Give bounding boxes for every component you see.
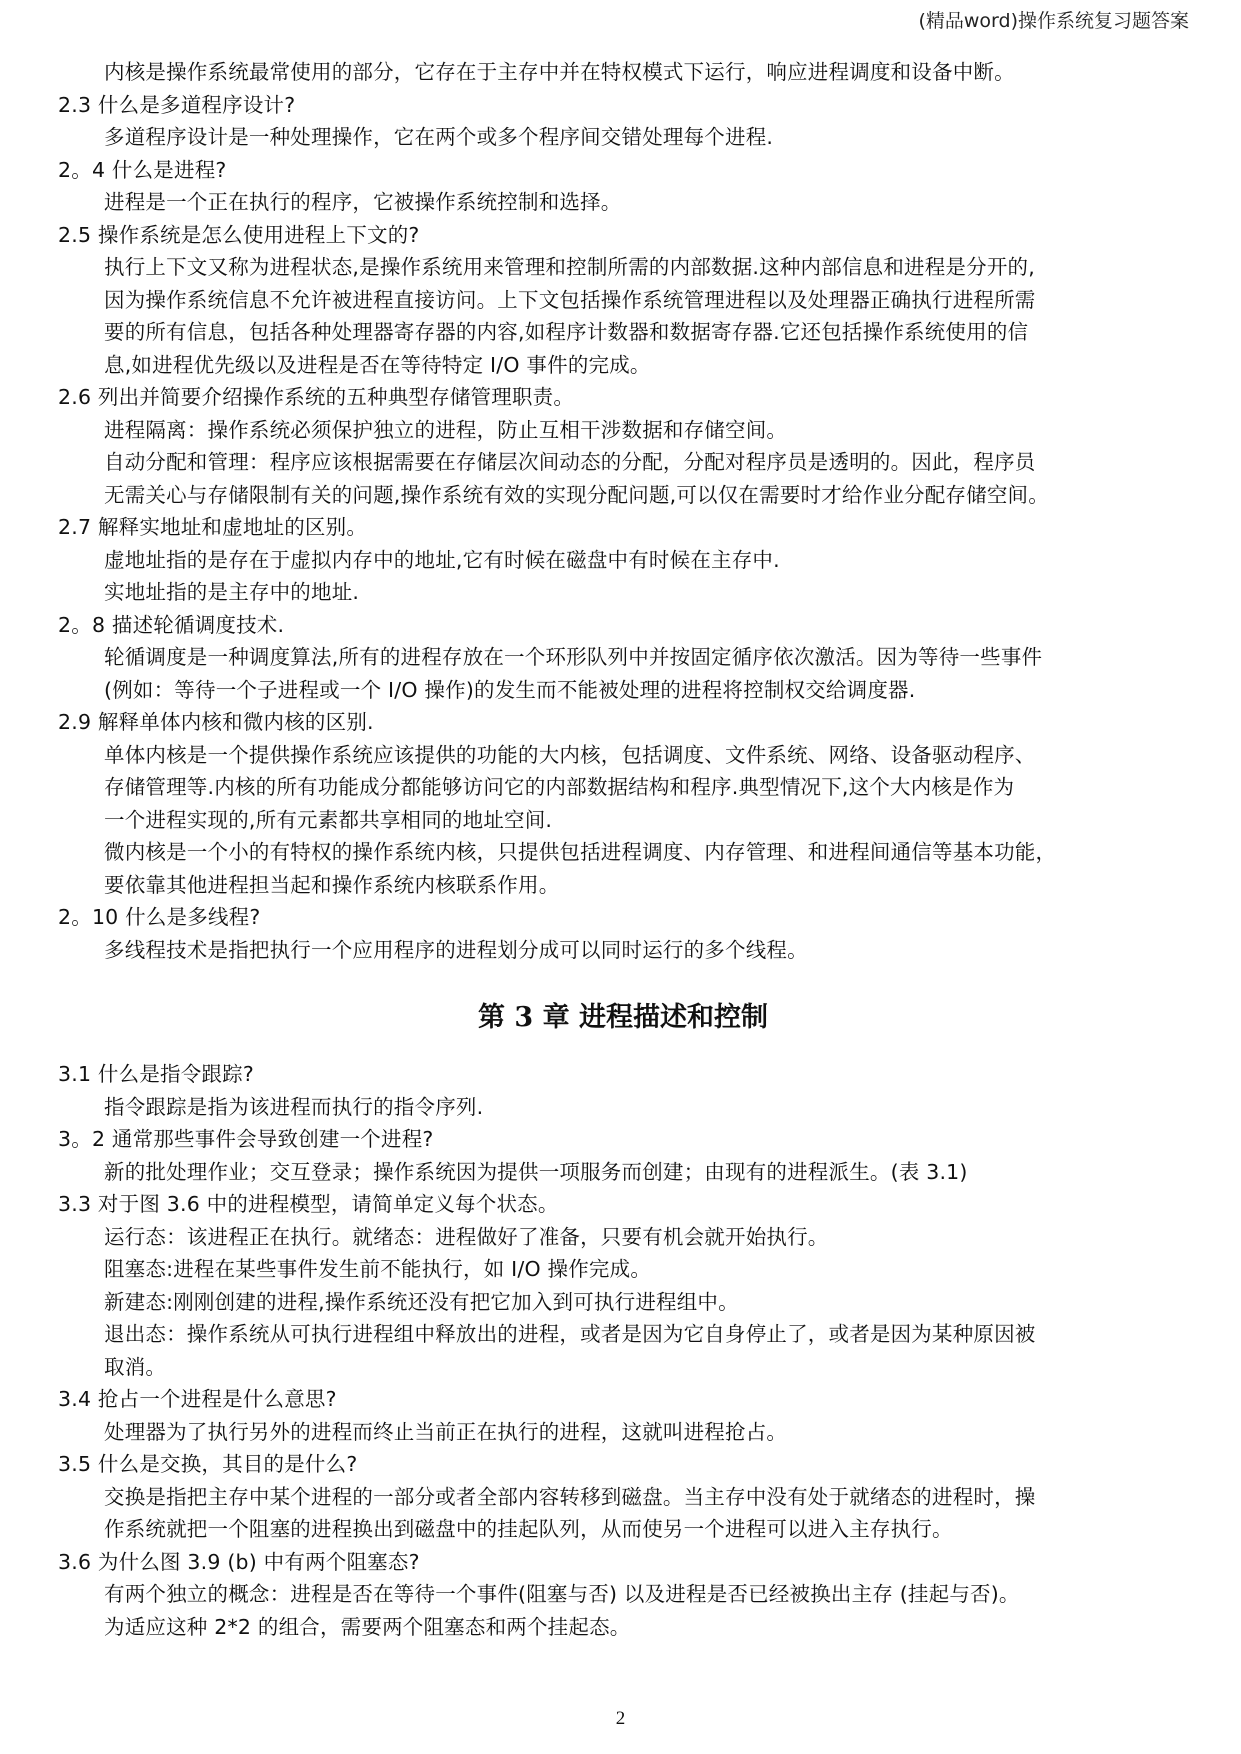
question-line: 3.3 对于图 3.6 中的进程模型，请简单定义每个状态。: [58, 1192, 559, 1216]
answer-line: 交换是指把主存中某个进程的一部分或者全部内容转移到磁盘。当主存中没有处于就绪态的进程时，操: [104, 1484, 1036, 1509]
question-line: 2。8 描述轮循调度技术.: [58, 612, 285, 637]
answer-line: 作系统就把一个阻塞的进程换出到磁盘中的挂起队列，从而使另一个进程可以进入主存执行。: [104, 1517, 953, 1541]
answer-line: 有两个独立的概念：进程是否在等待一个事件(阻塞与否) 以及进程是否已经被换出主存 (挂起与否)。: [104, 1582, 1020, 1606]
answer-line: 取消。: [104, 1354, 167, 1379]
question-line: 2.5 操作系统是怎么使用进程上下文的?: [58, 222, 420, 247]
question-line: 3.1 什么是指令跟踪?: [58, 1062, 254, 1086]
page-header: (精品word)操作系统复习题答案: [918, 10, 1189, 32]
answer-line: 新建态:刚刚创建的进程,操作系统还没有把它加入到可执行进程组中。: [104, 1289, 739, 1314]
chapter-title: 第 3 章 进程描述和控制: [478, 1002, 768, 1033]
question-line: 3。2 通常那些事件会导致创建一个进程?: [58, 1127, 434, 1151]
question-line: 3.6 为什么图 3.9 (b) 中有两个阻塞态?: [58, 1549, 420, 1574]
question-line: 3.5 什么是交换，其目的是什么?: [58, 1452, 358, 1476]
answer-line: 退出态：操作系统从可执行进程组中释放出的进程，或者是因为它自身停止了，或者是因为某种原因被: [104, 1322, 1036, 1346]
answer-line: 无需关心与存储限制有关的问题,操作系统有效的实现分配问题,可以仅在需要时才给作业分配存储空间。: [104, 482, 1049, 507]
answer-line: 要依靠其他进程担当起和操作系统内核联系作用。: [104, 872, 560, 897]
answer-line: 多线程技术是指把执行一个应用程序的进程划分成可以同时运行的多个线程。: [104, 937, 808, 962]
document-body: [58, 56, 1188, 1643]
answer-line: 息,如进程优先级以及进程是否在等待特定 I/O 事件的完成。: [104, 352, 651, 377]
answer-line: 多道程序设计是一种处理操作，它在两个或多个程序间交错处理每个进程.: [104, 125, 774, 149]
question-line: 3.4 抢占一个进程是什么意思?: [58, 1387, 337, 1411]
question-line: 2。10 什么是多线程?: [58, 905, 261, 929]
answer-line: 为适应这种 2*2 的组合，需要两个阻塞态和两个挂起态。: [104, 1614, 631, 1639]
answer-line: 要的所有信息，包括各种处理器寄存器的内容,如程序计数器和数据寄存器.它还包括操作系统使用的信: [104, 320, 1029, 344]
section-chapter-2: [58, 56, 1188, 966]
answer-line: 新的批处理作业；交互登录；操作系统因为提供一项服务而创建；由现有的进程派生。(表 3.1): [104, 1159, 968, 1184]
page-number: 2: [615, 1708, 626, 1729]
answer-line: 指令跟踪是指为该进程而执行的指令序列.: [104, 1094, 484, 1119]
question-line: 2。4 什么是进程?: [58, 157, 227, 182]
question-line: 2.9 解释单体内核和微内核的区别.: [58, 710, 374, 734]
answer-line: 一个进程实现的,所有元素都共享相同的地址空间.: [104, 807, 553, 832]
answer-line: 微内核是一个小的有特权的操作系统内核，只提供包括进程调度、内存管理、和进程间通信等基本功能，: [104, 840, 1057, 864]
answer-line: 处理器为了执行另外的进程而终止当前正在执行的进程，这就叫进程抢占。: [104, 1419, 788, 1444]
answer-line: 内核是操作系统最常使用的部分，它存在于主存中并在特权模式下运行，响应进程调度和设备中断。: [104, 60, 1015, 84]
answer-line: 进程是一个正在执行的程序，它被操作系统控制和选择。: [104, 190, 622, 214]
answer-line: 虚地址指的是存在于虚拟内存中的地址,它有时候在磁盘中有时候在主存中.: [104, 547, 780, 572]
answer-line: 单体内核是一个提供操作系统应该提供的功能的大内核，包括调度、文件系统、网络、设备驱动程序、: [104, 742, 1036, 767]
answer-line: 进程隔离：操作系统必须保护独立的进程，防止互相干涉数据和存储空间。: [104, 417, 788, 442]
answer-line: 存储管理等.内核的所有功能成分都能够访问它的内部数据结构和程序.典型情况下,这个大内核是作为: [104, 775, 1015, 799]
answer-line: 实地址指的是主存中的地址.: [104, 580, 360, 604]
answer-line: 运行态：该进程正在执行。就绪态：进程做好了准备，只要有机会就开始执行。: [104, 1224, 829, 1249]
answer-line: 自动分配和管理：程序应该根据需要在存储层次间动态的分配，分配对程序员是透明的。因此，程序员: [104, 450, 1036, 474]
answer-line: 执行上下文又称为进程状态,是操作系统用来管理和控制所需的内部数据.这种内部信息和进程是分开的,: [104, 255, 1035, 279]
question-line: 2.3 什么是多道程序设计?: [58, 92, 296, 117]
answer-line: 轮循调度是一种调度算法,所有的进程存放在一个环形队列中并按固定循序依次激活。因为等待一些事件: [104, 645, 1043, 669]
question-line: 2.6 列出并简要介绍操作系统的五种典型存储管理职责。: [58, 385, 575, 409]
answer-line: 因为操作系统信息不允许被进程直接访问。上下文包括操作系统管理进程以及处理器正确执行进程所需: [104, 287, 1036, 312]
answer-line: 阻塞态:进程在某些事件发生前不能执行，如 I/O 操作完成。: [104, 1257, 652, 1281]
question-line: 2.7 解释实地址和虚地址的区别。: [58, 515, 368, 539]
section-chapter-3: [58, 1058, 1188, 1643]
answer-line: (例如：等待一个子进程或一个 I/O 操作)的发生而不能被处理的进程将控制权交给调度器.: [104, 677, 916, 702]
